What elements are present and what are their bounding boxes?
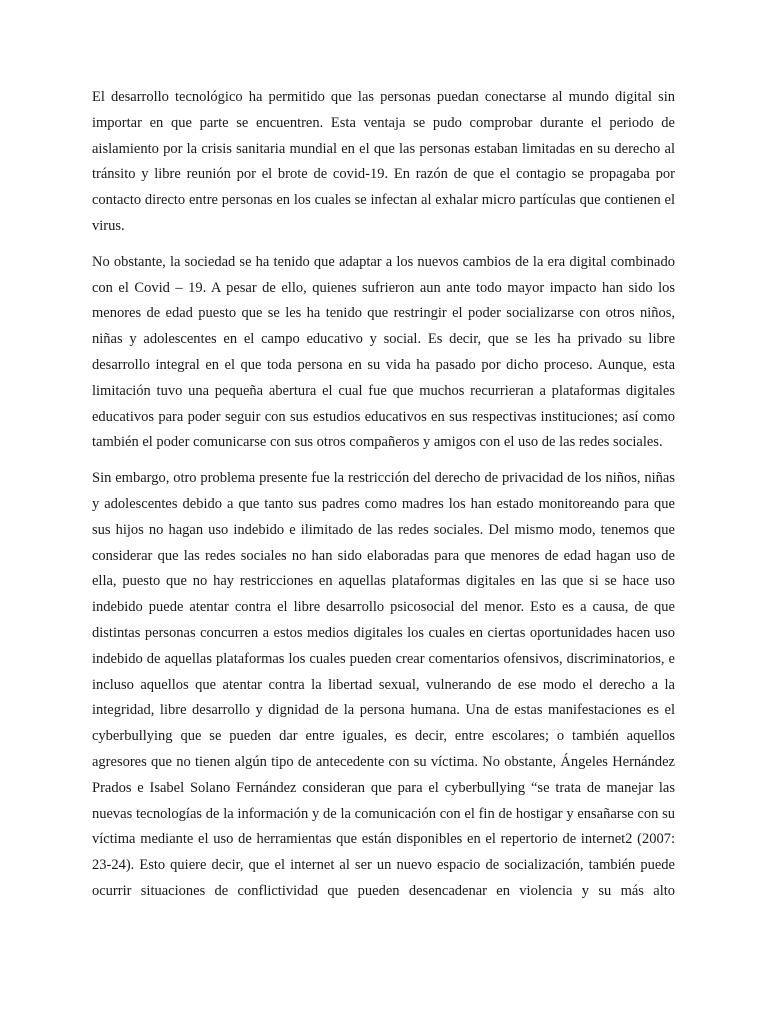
paragraph-3: Sin embargo, otro problema presente fue la restricción del derecho de privacidad de los niños, niñas y adolescentes debido a que tanto sus padres como madres los han estado monitoreando para que sus hijos no hagan uso indebido e ilimitado de las redes sociales. Del mismo modo, tenemos que considerar que las redes sociales no han sido elaboradas para que menores de edad hagan uso de ella, puesto que no hay restricciones en aquellas plataformas digitales en las que si se hace uso indebido puede atentar contra el libre desarrollo psicosocial del menor. Esto es a causa, de que distintas personas concurren a estos medios digitales los cuales en ciertas oportunidades hacen uso indebido de aquellas plataformas los cuales pueden crear comentarios ofensivos, discriminatorios, e incluso aquellos que atentar contra la libertad sexual, vulnerando de ese modo el derecho a la integridad, libre desarrollo y dignidad de la persona humana. Una de estas manifestaciones es el cyberbullying que se pueden dar entre iguales, es decir, entre escolares; o también aquellos agresores que no tienen algún tipo de antecedente con su víctima. No obstante, Ángeles Hernández Prados e Isabel Solano Fernández consideran que para el cyberbullying “se trata de manejar las nuevas tecnologías de la información y de la comunicación con el fin de hostigar y ensañarse con su víctima mediante el uso de herramientas que están disponibles en el repertorio de internet2 (2007: 23-24). Esto quiere decir, que el internet al ser un nuevo espacio de socialización, también puede ocurrir situaciones de conflictividad que pueden desencadenar en violencia y su más alto	[92, 470, 675, 899]
paragraph-2: No obstante, la sociedad se ha tenido que adaptar a los nuevos cambios de la era digital combinado con el Covid – 19. A pesar de ello, quienes sufrieron aun ante todo mayor impacto han sido los menores de edad puesto que se les ha tenido que restringir el poder socializarse con otros niños, niñas y adolescentes en el campo educativo y social. Es decir, que se les ha privado su libre desarrollo integral en el que toda persona en su vida ha pasado por dicho proceso. Aunque, esta limitación tuvo una pequeña abertura el cual fue que muchos recurrieran a plataformas digitales educativos para poder seguir con sus estudios educativos en sus respectivas instituciones; así como también el poder comunicarse con sus otros compañeros y amigos con el uso de las redes sociales.	[92, 253, 675, 451]
document-page	[92, 85, 675, 915]
paragraph-1: El desarrollo tecnológico ha permitido que las personas puedan conectarse al mundo digital sin importar en que parte se encuentren. Esta ventaja se pudo comprobar durante el periodo de aislamiento por la crisis sanitaria mundial en el que las personas estaban limitadas en su derecho al tránsito y libre reunión por el brote de covid-19. En razón de que el contagio se propagaba por contacto directo entre personas en los cuales se infectan al exhalar micro partículas que contienen el virus.	[92, 89, 675, 234]
